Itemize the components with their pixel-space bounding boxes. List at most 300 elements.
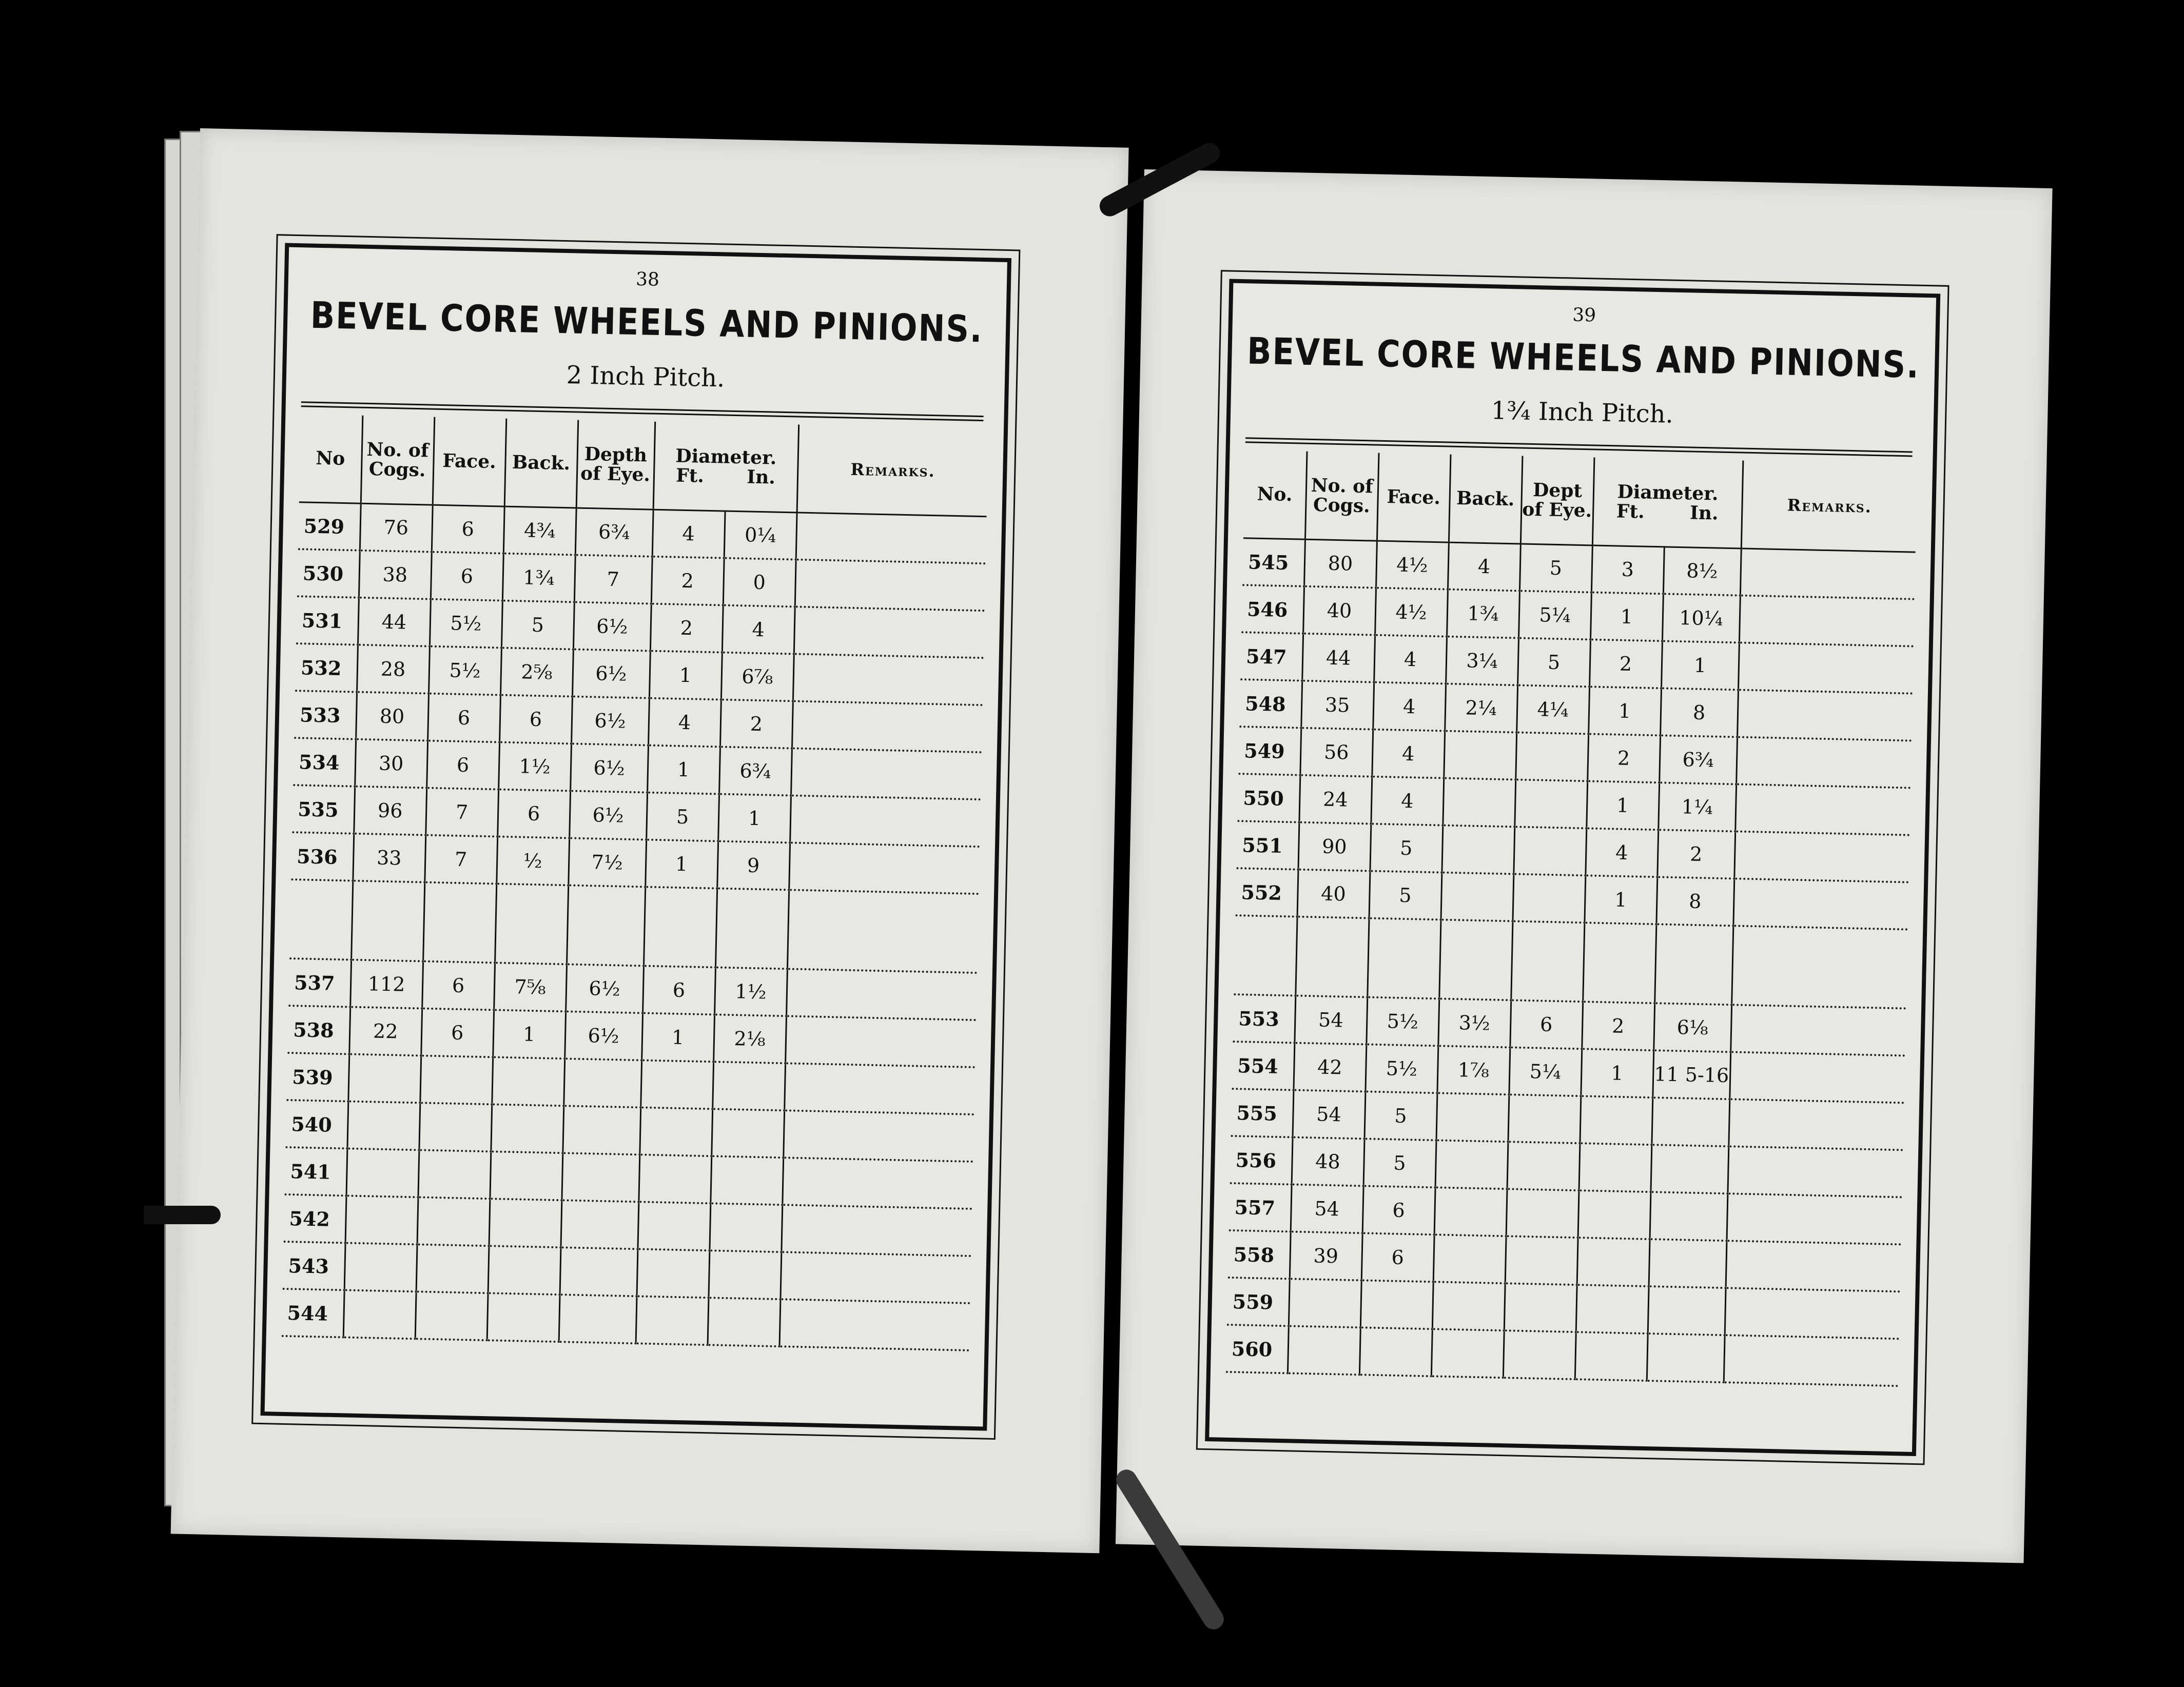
cell-no: 533 [294, 691, 357, 739]
cell-remarks [789, 842, 980, 894]
spacer-row [289, 879, 979, 973]
page-number: 38 [635, 268, 660, 290]
cell-in: 8 [1656, 877, 1734, 926]
cell-depth: 6½ [571, 696, 649, 745]
cell-in [710, 1156, 783, 1205]
cell-depth: 6¾ [575, 508, 653, 557]
left-page [171, 128, 1129, 1553]
cell-in: 6¾ [1659, 735, 1737, 784]
header-depth: Depth of Eye. [576, 420, 655, 510]
cell-cogs: 35 [1301, 681, 1374, 730]
cell-in: 8½ [1663, 547, 1741, 596]
cell-back: 4¾ [503, 506, 576, 555]
cell-in [708, 1298, 781, 1346]
cell-face: 5 [1370, 824, 1442, 873]
cell-no: 544 [282, 1289, 344, 1337]
cell-ft: 2 [1582, 1002, 1654, 1050]
cell-face: 4½ [1376, 541, 1449, 589]
cell-face: 5 [1369, 871, 1442, 920]
header-remarks: Remarks. [1741, 461, 1918, 553]
cell-no: 555 [1231, 1089, 1294, 1137]
cell-back: 6 [499, 695, 572, 743]
cell-cogs: 39 [1290, 1231, 1362, 1280]
page-clip-left [144, 1206, 221, 1224]
cell-no: 559 [1227, 1278, 1290, 1326]
cell-remarks [794, 606, 985, 658]
cell-ft [637, 1202, 710, 1250]
cell-back: 3¼ [1446, 637, 1518, 685]
cell-in: 8 [1660, 688, 1738, 737]
page-subtitle: 2 Inch Pitch. [566, 361, 725, 393]
cell-in: 10¼ [1662, 594, 1740, 642]
spacer-cell [715, 888, 789, 969]
cell-face: 5½ [428, 646, 501, 695]
cell-in: 1 [718, 794, 791, 842]
cell-depth [1514, 779, 1587, 828]
cell-depth: 6 [1510, 1000, 1583, 1049]
cell-ft: 4 [648, 698, 721, 747]
cell-no: 556 [1230, 1136, 1293, 1184]
cell-depth [1515, 732, 1588, 781]
cell-no: 543 [283, 1242, 345, 1290]
cell-remarks [1730, 1005, 1906, 1055]
cell-depth [559, 1294, 637, 1343]
cell-face: 6 [421, 1008, 494, 1057]
spacer-cell [1439, 919, 1512, 1000]
cell-back: 2⅝ [500, 648, 573, 697]
cell-depth: 7 [574, 555, 652, 603]
cell-in [712, 1062, 785, 1110]
cell-cogs: 22 [349, 1007, 422, 1055]
cell-face: 6 [427, 694, 500, 742]
cell-cogs: 90 [1298, 822, 1371, 871]
cell-no: 560 [1226, 1325, 1289, 1373]
cell-face: 4 [1371, 777, 1444, 826]
gear-table [1226, 450, 1917, 1387]
cell-in: 11 5-16 [1652, 1050, 1730, 1099]
cell-depth: 6½ [570, 743, 648, 792]
cell-cogs: 40 [1297, 870, 1370, 918]
cell-in [1651, 1097, 1729, 1146]
header-remarks: Remarks. [797, 425, 989, 517]
cell-no: 557 [1229, 1183, 1292, 1231]
cell-ft [637, 1249, 710, 1298]
header-in: In. [746, 466, 776, 488]
cell-cogs: 42 [1293, 1043, 1366, 1091]
cell-in: 6¾ [719, 747, 792, 795]
cell-face: 5½ [430, 599, 502, 648]
cell-face: 4 [1374, 635, 1447, 684]
cell-face [1360, 1280, 1433, 1329]
cell-depth [1512, 874, 1585, 923]
cell-cogs: 80 [356, 692, 428, 741]
cell-depth: 6½ [572, 649, 650, 698]
cell-depth [1503, 1330, 1576, 1379]
cell-cogs: 30 [355, 739, 427, 788]
cell-no: 551 [1237, 821, 1299, 869]
header-diameter-label: Diameter. [1617, 481, 1719, 505]
cell-remarks [1736, 737, 1912, 788]
cell-cogs: 112 [350, 960, 423, 1009]
cell-remarks [793, 654, 984, 705]
cell-cogs: 48 [1292, 1137, 1364, 1186]
spacer-cell [644, 887, 717, 967]
page-title: BEVEL CORE WHEELS AND PINIONS. [310, 293, 984, 351]
cell-ft: 2 [1587, 734, 1660, 782]
cell-depth [562, 1106, 640, 1154]
header-face: Face. [433, 417, 506, 506]
cell-in: 6⅛ [1653, 1003, 1731, 1052]
cell-in: 6⅞ [721, 653, 794, 701]
cell-remarks [1735, 784, 1910, 835]
cell-back: 5 [501, 601, 574, 650]
cell-no: 535 [292, 785, 355, 833]
cell-cogs [346, 1148, 419, 1197]
cell-no: 553 [1233, 994, 1295, 1043]
cell-cogs: 44 [358, 598, 431, 646]
cell-ft: 2 [651, 557, 724, 605]
cell-no: 548 [1239, 679, 1302, 728]
header-cogs: No. of Cogs. [1305, 452, 1379, 541]
header-depth: Dept of Eye. [1520, 456, 1594, 545]
cell-depth: 6½ [564, 1011, 642, 1060]
cell-face: 4 [1372, 730, 1445, 778]
cell-cogs: 54 [1293, 1090, 1366, 1139]
cell-ft: 1 [645, 840, 718, 889]
cell-depth [1507, 1142, 1580, 1190]
cell-back [490, 1151, 562, 1200]
header-diameter [1592, 457, 1743, 548]
cell-depth: 4¼ [1516, 685, 1589, 734]
cell-back [491, 1104, 563, 1153]
cell-back: 7⅝ [494, 963, 567, 1011]
cell-no: 537 [288, 958, 351, 1007]
cell-in: 1 [1661, 641, 1739, 690]
cell-no: 546 [1241, 585, 1304, 633]
page-number: 39 [1572, 304, 1596, 326]
cell-no: 529 [298, 502, 361, 551]
cell-ft [640, 1060, 713, 1109]
cell-back [1433, 1234, 1506, 1283]
cell-depth: 5 [1517, 638, 1590, 686]
cell-back [1434, 1187, 1507, 1236]
cell-back [487, 1293, 560, 1342]
header-back: Back. [1449, 455, 1523, 544]
cell-cogs: 40 [1303, 586, 1376, 635]
cell-in [711, 1109, 784, 1158]
cell-in: 2⅛ [713, 1014, 786, 1063]
cell-remarks [1725, 1288, 1900, 1339]
cell-in: 9 [717, 841, 790, 890]
cell-ft: 3 [1591, 545, 1664, 594]
cell-ft: 1 [1586, 781, 1659, 830]
cell-face: 6 [432, 505, 504, 553]
cell-depth [563, 1058, 641, 1107]
cell-cogs [345, 1195, 418, 1244]
header-back: Back. [504, 419, 578, 508]
header-in: In. [1689, 502, 1719, 524]
cell-cogs [343, 1290, 416, 1339]
spacer-cell [567, 885, 645, 966]
cell-depth: 5¼ [1509, 1047, 1582, 1096]
cell-face [419, 1103, 492, 1151]
cell-back: 6 [497, 789, 570, 838]
cell-remarks [795, 559, 986, 611]
cell-remarks [1724, 1335, 1899, 1386]
spacer-cell [289, 879, 353, 959]
cell-back: 3½ [1438, 998, 1511, 1047]
spacer-cell [1654, 924, 1733, 1005]
cell-no: 530 [297, 549, 360, 597]
cell-ft: 1 [1590, 592, 1663, 641]
cell-ft [636, 1296, 709, 1345]
cell-in [1650, 1192, 1728, 1241]
cell-in [709, 1203, 782, 1252]
spacer-cell [787, 890, 979, 973]
cell-cogs: 33 [353, 834, 425, 882]
cell-remarks [1729, 1052, 1905, 1103]
spacer-cell [1295, 917, 1369, 997]
cell-in [708, 1250, 781, 1299]
cell-no: 542 [284, 1194, 346, 1243]
cell-remarks [785, 1016, 976, 1067]
cell-no: 540 [285, 1100, 348, 1148]
cell-face: 6 [426, 741, 499, 790]
header-no: No [299, 414, 363, 503]
cell-face: 5½ [1366, 997, 1439, 1046]
cell-face [416, 1244, 489, 1293]
cell-depth: 6½ [573, 602, 651, 651]
cell-cogs [1289, 1279, 1361, 1327]
cell-no: 536 [291, 832, 354, 880]
cell-back [1441, 825, 1514, 874]
cell-no: 532 [295, 643, 358, 692]
header-diameter [653, 422, 799, 513]
cell-no: 558 [1228, 1230, 1291, 1279]
cell-face [1359, 1327, 1432, 1376]
cell-back [489, 1199, 562, 1247]
cell-remarks [1734, 831, 1909, 882]
cell-back [1441, 872, 1514, 921]
cell-ft [639, 1107, 712, 1156]
cell-in [1650, 1145, 1728, 1193]
cell-remarks [1740, 548, 1916, 599]
header-face: Face. [1377, 453, 1451, 542]
cell-remarks [1738, 642, 1914, 693]
cell-face: 4½ [1375, 588, 1448, 637]
spacer-cell [1511, 921, 1584, 1002]
cell-in: 4 [722, 605, 795, 654]
cell-no: 554 [1232, 1042, 1295, 1090]
cell-ft: 6 [642, 966, 715, 1014]
cell-remarks [779, 1299, 970, 1350]
cell-ft: 1 [1584, 875, 1657, 924]
cell-back [1435, 1140, 1508, 1189]
page-subtitle: 1¾ Inch Pitch. [1491, 396, 1674, 429]
cell-cogs: 96 [354, 787, 426, 835]
cell-in: 0 [723, 558, 796, 607]
cell-face: 6 [431, 552, 503, 601]
cell-remarks [1727, 1146, 1903, 1197]
left-page-frame [260, 243, 1011, 1431]
header-ft: Ft. [675, 464, 705, 487]
spacer-cell [423, 882, 496, 963]
right-page-frame [1205, 279, 1940, 1457]
cell-ft: 1 [641, 1013, 714, 1062]
cell-face [415, 1291, 488, 1340]
cell-remarks [783, 1110, 974, 1162]
cell-cogs [344, 1243, 417, 1291]
cell-in: 2 [1657, 830, 1735, 878]
cell-face: 6 [422, 961, 495, 1010]
cell-face: 5 [1364, 1091, 1437, 1140]
cell-cogs: 44 [1302, 634, 1375, 682]
cell-cogs: 38 [359, 551, 432, 599]
cell-ft [1575, 1332, 1648, 1381]
cell-depth [1513, 827, 1586, 875]
cell-depth: 7½ [568, 838, 646, 887]
cell-back [1431, 1329, 1504, 1378]
cell-remarks [1737, 690, 1913, 740]
cell-no: 538 [287, 1006, 350, 1054]
cell-no: 539 [286, 1053, 349, 1101]
cell-back [1444, 731, 1516, 779]
cell-face: 7 [425, 788, 498, 837]
cell-cogs: 80 [1304, 539, 1377, 587]
cell-cogs: 24 [1299, 775, 1372, 824]
cell-in: 0¼ [724, 511, 797, 559]
cell-depth [1505, 1236, 1578, 1285]
cell-ft [638, 1154, 711, 1203]
cell-remarks [1727, 1193, 1902, 1244]
cell-cogs: 28 [357, 645, 430, 694]
cell-no: 534 [293, 738, 356, 786]
cell-back [1436, 1093, 1509, 1142]
cell-no: 541 [285, 1147, 347, 1195]
cell-back: 1⅞ [1437, 1046, 1510, 1094]
cell-ft: 5 [646, 793, 719, 841]
cell-back: 1 [493, 1010, 566, 1058]
spacer-cell [351, 881, 424, 962]
table-body [1226, 538, 1916, 1386]
header-cogs: No. of Cogs. [361, 416, 435, 505]
cell-cogs: 56 [1300, 728, 1373, 777]
cell-depth [1506, 1189, 1579, 1238]
cell-depth [561, 1153, 639, 1202]
cell-in: 1¼ [1658, 782, 1736, 831]
header-ft: Ft. [1616, 500, 1645, 523]
cell-face [417, 1197, 490, 1246]
cell-depth: 5 [1519, 544, 1592, 592]
cell-ft [1579, 1143, 1652, 1192]
cell-back: ½ [496, 836, 569, 885]
cell-ft [1576, 1285, 1649, 1333]
cell-ft: 1 [649, 651, 722, 700]
cell-back: 1¾ [1447, 590, 1519, 638]
cell-face: 6 [1362, 1186, 1435, 1234]
right-page [1116, 169, 2053, 1563]
cell-back [1432, 1282, 1505, 1330]
spacer-cell [495, 884, 568, 964]
cell-back: 2¼ [1445, 684, 1517, 733]
spacer-cell [1234, 915, 1297, 995]
cell-face: 4 [1373, 682, 1446, 731]
header-diameter-label: Diameter. [675, 445, 777, 469]
cell-depth [1504, 1283, 1577, 1332]
cell-ft [1578, 1190, 1651, 1239]
cell-back: 1¾ [502, 554, 575, 602]
cell-ft: 4 [652, 509, 725, 558]
cell-in: 1½ [714, 967, 787, 1016]
cell-no: 547 [1240, 632, 1303, 680]
cell-cogs [348, 1054, 421, 1103]
cell-remarks [1733, 878, 1908, 929]
cell-face: 7 [424, 835, 497, 884]
cell-face: 5½ [1365, 1044, 1438, 1093]
cell-depth: 6½ [569, 791, 647, 839]
cell-ft: 2 [1589, 639, 1662, 688]
cell-remarks [786, 969, 977, 1020]
cell-remarks [780, 1252, 971, 1303]
cell-depth [560, 1200, 638, 1249]
cell-remarks [782, 1158, 973, 1209]
spacer-cell [1367, 918, 1440, 998]
cell-back [492, 1057, 564, 1106]
cell-face: 6 [1361, 1233, 1434, 1282]
cell-cogs [347, 1101, 420, 1150]
cell-no: 550 [1237, 774, 1300, 822]
spacer-row [1234, 915, 1907, 1008]
cell-back [1442, 778, 1515, 827]
cell-face [418, 1150, 491, 1199]
cell-remarks [791, 748, 982, 799]
cell-remarks [796, 513, 987, 563]
cell-cogs: 54 [1294, 996, 1367, 1045]
cell-ft [1577, 1238, 1650, 1286]
cell-remarks [792, 701, 983, 752]
cell-ft: 1 [1581, 1049, 1653, 1097]
cell-depth [1508, 1094, 1581, 1143]
cell-depth: 6½ [566, 964, 644, 1013]
cell-in [1649, 1239, 1727, 1288]
cell-ft: 1 [647, 746, 720, 794]
gear-table [282, 414, 988, 1351]
cell-remarks [781, 1205, 972, 1256]
cell-remarks [1726, 1241, 1901, 1291]
cell-ft: 2 [650, 604, 723, 653]
spacer-cell [1583, 923, 1656, 1003]
cell-remarks [790, 795, 981, 847]
cell-no: 531 [296, 596, 359, 644]
cell-in [1647, 1333, 1725, 1382]
spacer-cell [1731, 926, 1907, 1008]
cell-back: 4 [1448, 542, 1520, 591]
cell-depth [560, 1247, 638, 1296]
cell-in: 2 [720, 699, 793, 748]
cell-depth: 5¼ [1518, 591, 1591, 639]
cell-ft: 4 [1585, 828, 1658, 877]
cell-back: 1½ [498, 742, 571, 791]
cell-face: 5 [1363, 1139, 1436, 1187]
cell-back [488, 1246, 561, 1294]
cell-no: 552 [1236, 868, 1298, 916]
header-no: No. [1243, 450, 1307, 539]
table-body [282, 502, 987, 1350]
cell-cogs: 54 [1291, 1184, 1363, 1233]
cell-remarks [1728, 1099, 1904, 1150]
cell-in [1648, 1286, 1726, 1335]
cell-cogs [1288, 1326, 1360, 1375]
